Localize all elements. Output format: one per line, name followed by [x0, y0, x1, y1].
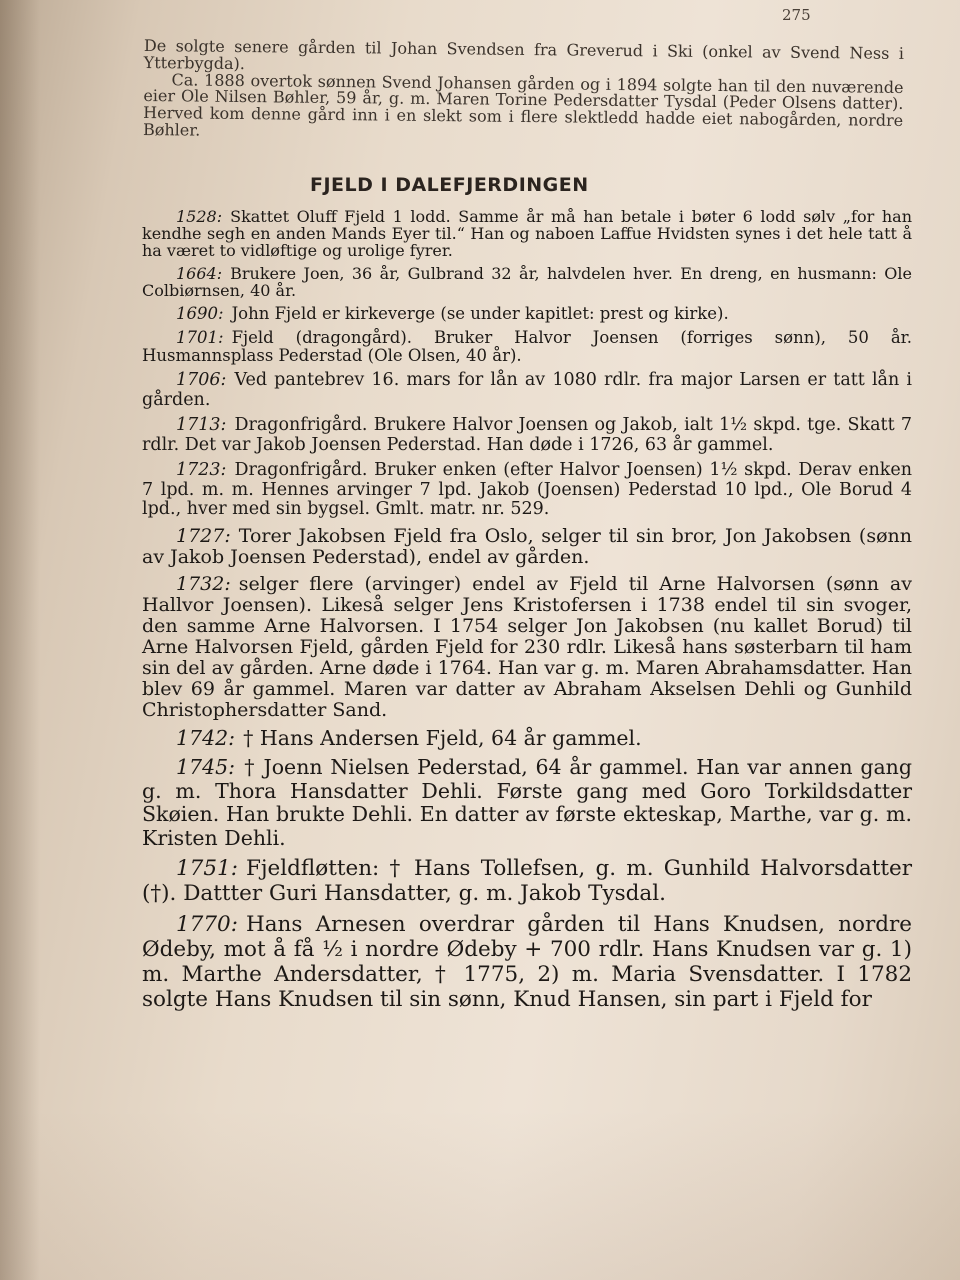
entry-year: 1690:: [176, 304, 224, 323]
book-page: [70, 0, 960, 1280]
entry-year: 1770:: [176, 912, 238, 937]
intro-paragraph-1: De solgte senere gården til Johan Svendsen fra Greverud i Ski (onkel av Svend Ness i Ytterbygda).: [143, 36, 904, 73]
entry-year: 1706:: [176, 370, 227, 390]
entry-year: 1742:: [176, 725, 236, 750]
page-number: 275: [782, 6, 811, 24]
entry-1742: [142, 727, 912, 751]
entry-text: John Fjeld er kirkeverge (se under kapitlet: prest og kirke).: [231, 304, 729, 323]
entry-1770: [142, 912, 912, 1012]
entry-year: 1745:: [176, 755, 236, 779]
entry-1706: [142, 371, 912, 410]
page-bottom-margin: [0, 1110, 960, 1280]
entry-1723: [142, 461, 912, 520]
entry-1745: [142, 756, 912, 850]
entry-text: Hans Arnesen overdrar gården til Hans Knudsen, nordre Ødeby, mot å få ½ i nordre Ødeby + 700 rdlr. Hans Knudsen var g. 1) m. Marthe Andersdatter, † 1775, 2) m. Maria Svensdatter. I 1782 solgte Hans Knudsen til sin sønn, Knud Hansen, sin part i Fjeld for: [142, 912, 912, 1012]
entry-year: 1723:: [176, 460, 227, 480]
entry-1701: [142, 329, 912, 365]
entry-year: 1664:: [176, 264, 223, 283]
section-heading: FJELD I DALEFJERDINGEN: [310, 174, 589, 196]
intro-paragraph-2: Ca. 1888 overtok sønnen Svend Johansen gården og i 1894 solgte han til den nuværende eier Ole Nilsen Bøhler, 59 år, g. m. Maren Torine Pedersdatter Tysdal (Peder Olsens datter). Herved kom denne gård inn i en slekt som i flere slektledd hadde eiet nabogården, nordre Bøhler.: [142, 69, 904, 140]
entry-text: † Joenn Nielsen Pederstad, 64 år gammel. Han var annen gang g. m. Thora Hansdatter Dehli. Første gang med Goro Torkildsdatter Skøien. Han brukte Dehli. En datter av første ekteskap, Marthe, var g. m. Kristen Dehli.: [142, 755, 912, 850]
entry-1727: [142, 526, 912, 568]
page-edge-shadow: [0, 0, 40, 1280]
entry-text: Dragonfrigård. Bruker enken (efter Halvor Joensen) 1½ skpd. Derav enken 7 lpd. m. m. Hennes arvinger 7 lpd. Jakob (Joensen) Pederstad 10 lpd., Ole Borud 4 lpd., hver med sin bygsel. Gmlt. matr. nr. 529.: [142, 460, 912, 519]
entry-text: † Hans Andersen Fjeld, 64 år gammel.: [243, 725, 642, 750]
entry-1664: [142, 265, 912, 299]
entry-1528: [142, 208, 912, 259]
section-body: [142, 208, 912, 1018]
entry-text: Skattet Oluff Fjeld 1 lodd. Samme år må han betale i bøter 6 lodd sølv „for han kendhe segh en anden Mands Eyer til.“ Han og naboen Laffue Hvidsten synes i det hele tatt å ha været to vidløftige og urolige fyrer.: [142, 207, 912, 260]
intro-text: [143, 38, 904, 147]
entry-year: 1732:: [176, 572, 231, 595]
entry-year: 1751:: [176, 856, 238, 881]
entry-text: Ved pantebrev 16. mars for lån av 1080 rdlr. fra major Larsen er tatt lån i gården.: [142, 370, 912, 410]
entry-1732: [142, 574, 912, 721]
entry-text: Fjeld (dragongård). Bruker Halvor Joensen (forriges sønn), 50 år. Husmannsplass Pederstad (Ole Olsen, 40 år).: [142, 328, 912, 365]
entry-1751: [142, 856, 912, 906]
entry-text: Brukere Joen, 36 år, Gulbrand 32 år, halvdelen hver. En dreng, en husmann: Ole Colbiørnsen, 40 år.: [142, 264, 912, 300]
entry-year: 1528:: [176, 207, 223, 226]
entry-1713: [142, 416, 912, 455]
entry-year: 1727:: [176, 524, 231, 547]
entry-1690: [142, 305, 912, 323]
entry-year: 1713:: [176, 415, 227, 435]
entry-year: 1701:: [176, 328, 224, 347]
entry-text: selger flere (arvinger) endel av Fjeld til Arne Halvorsen (sønn av Hallvor Joensen). Likeså selger Jens Kristofersen i 1738 endel til sin svoger, den samme Arne Halvorsen. I 1754 selger Jon Jakobsen (nu kallet Borud) til Arne Halvorsen Fjeld, gården Fjeld for 230 rdlr. Likeså hans søsterbarn til ham sin del av gården. Arne døde i 1764. Han var g. m. Maren Abrahamsdatter. Han blev 69 år gammel. Maren var datter av Abraham Akselsen Dehli og Gunhild Christophersdatter Sand.: [142, 572, 912, 721]
entry-text: Dragonfrigård. Brukere Halvor Joensen og Jakob, ialt 1½ skpd. tge. Skatt 7 rdlr. Det var Jakob Joensen Pederstad. Han døde i 1726, 63 år gammel.: [142, 415, 912, 455]
entry-text: Fjeldfløtten: † Hans Tollefsen, g. m. Gunhild Halvorsdatter (†). Dattter Guri Hansdatter, g. m. Jakob Tysdal.: [142, 856, 912, 906]
entry-text: Torer Jakobsen Fjeld fra Oslo, selger til sin bror, Jon Jakobsen (sønn av Jakob Joensen Pederstad), endel av gården.: [142, 524, 912, 568]
